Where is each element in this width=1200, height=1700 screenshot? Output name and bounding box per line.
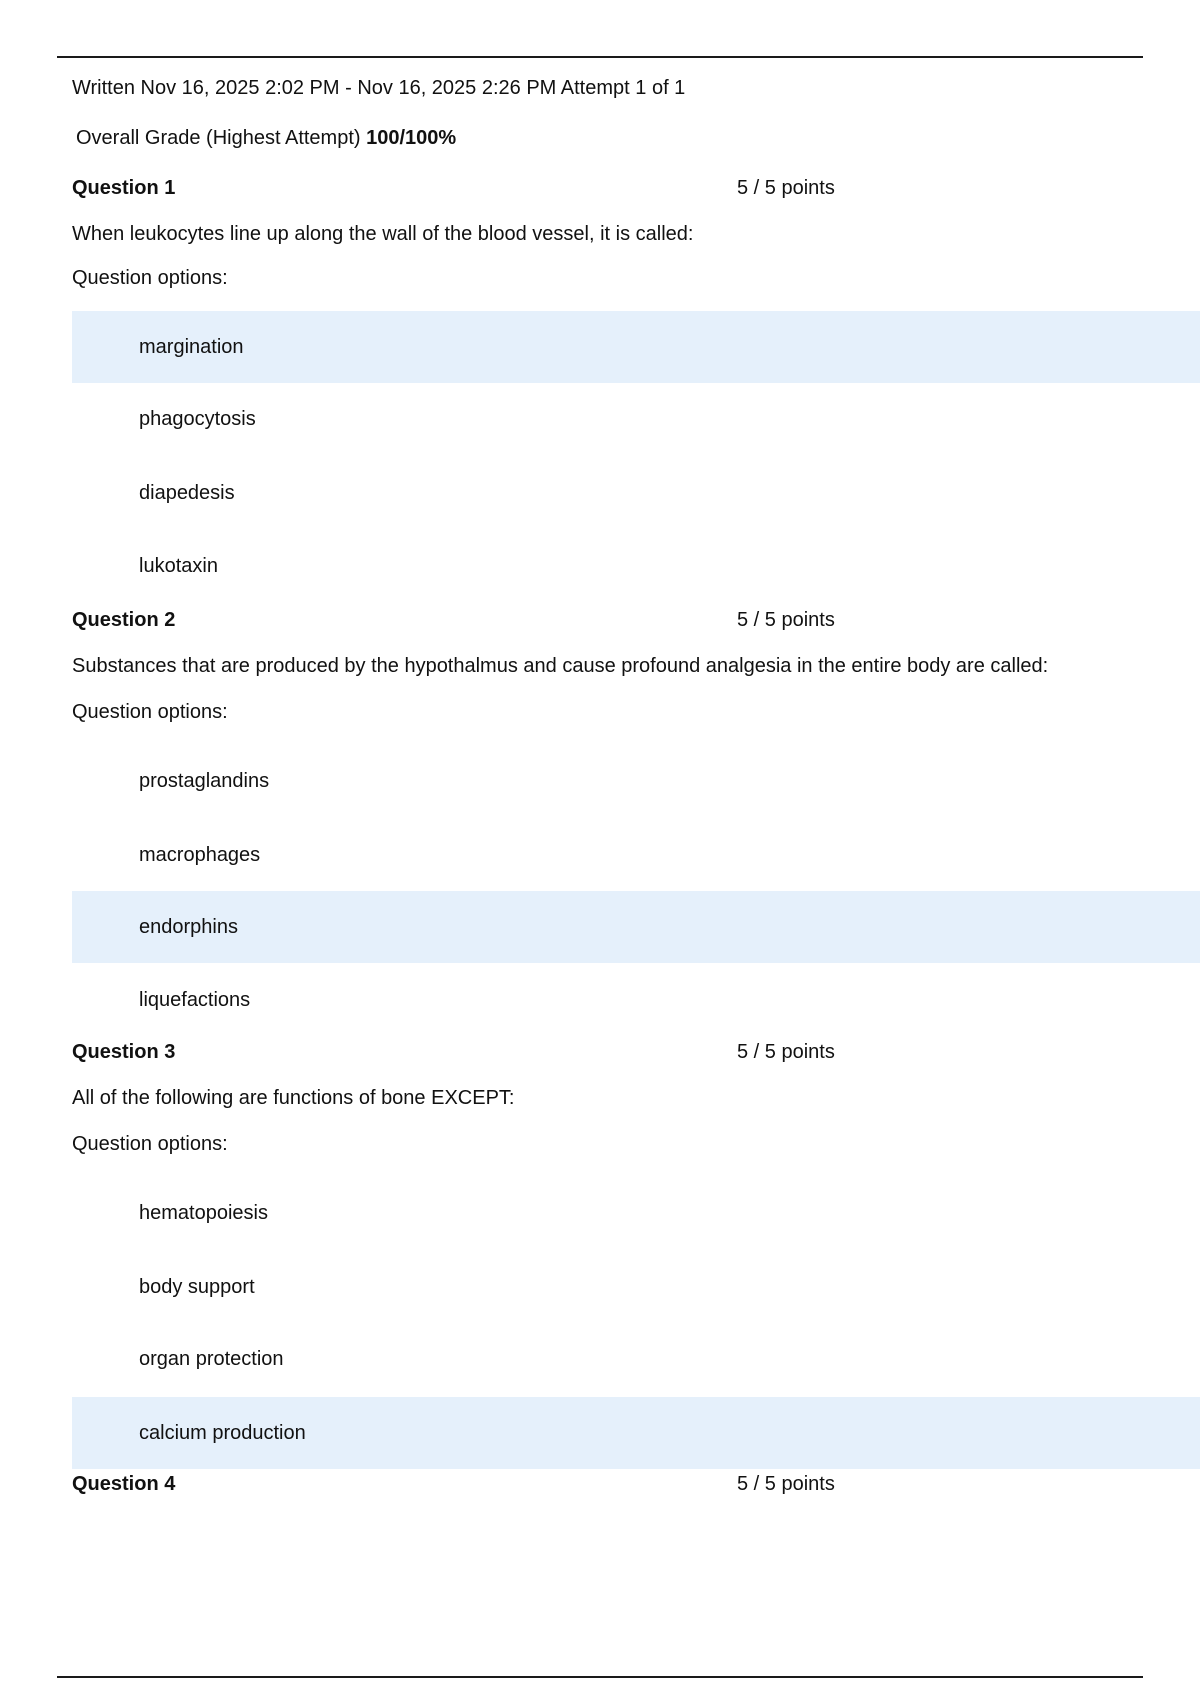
- option-label: prostaglandins: [139, 770, 270, 792]
- question-2-options-label: Question options:: [72, 701, 228, 723]
- question-points: 5 / 5 points: [737, 1041, 835, 1063]
- bottom-rule: [57, 1676, 1143, 1678]
- question-2-header: [72, 606, 1072, 634]
- option-label: hematopoiesis: [139, 1202, 268, 1224]
- attempt-info: Written Nov 16, 2025 2:02 PM - Nov 16, 2025 2:26 PM Attempt 1 of 1: [72, 77, 686, 99]
- question-1-header: [72, 174, 1072, 202]
- option-label: calcium production: [139, 1422, 306, 1444]
- question-3-option-1[interactable]: [72, 1177, 1200, 1249]
- question-1-option-3[interactable]: [72, 457, 1200, 529]
- option-label: phagocytosis: [139, 408, 256, 430]
- option-label: liquefactions: [139, 989, 251, 1011]
- question-points: 5 / 5 points: [737, 609, 835, 631]
- question-2-option-2[interactable]: [72, 819, 1200, 891]
- overall-grade: [76, 124, 456, 152]
- option-label: diapedesis: [139, 482, 235, 504]
- question-2-text: Substances that are produced by the hypothalmus and cause profound analgesia in the entire body are called:: [72, 655, 1049, 677]
- option-label: organ protection: [139, 1348, 284, 1370]
- question-3-option-4[interactable]: [72, 1397, 1200, 1469]
- question-1-option-1[interactable]: [72, 311, 1200, 383]
- grade-label: Overall Grade (Highest Attempt): [76, 127, 361, 149]
- question-3-header: [72, 1038, 1072, 1066]
- question-points: 5 / 5 points: [737, 1473, 835, 1495]
- option-label: macrophages: [139, 844, 261, 866]
- question-2-option-3[interactable]: [72, 891, 1200, 963]
- grade-value: 100/100%: [366, 127, 457, 149]
- question-title: Question 3: [72, 1041, 176, 1063]
- option-label: body support: [139, 1276, 255, 1298]
- question-title: Question 2: [72, 609, 176, 631]
- question-2-option-1[interactable]: [72, 745, 1200, 817]
- option-label: margination: [139, 336, 244, 358]
- question-4-header: [72, 1470, 1072, 1498]
- question-1-text: When leukocytes line up along the wall of the blood vessel, it is called:: [72, 223, 694, 245]
- question-points: 5 / 5 points: [737, 177, 835, 199]
- question-title: Question 1: [72, 177, 176, 199]
- question-3-options-label: Question options:: [72, 1133, 228, 1155]
- question-3-option-3[interactable]: [72, 1323, 1200, 1395]
- question-1-options-label: Question options:: [72, 267, 228, 289]
- top-rule: [57, 56, 1143, 58]
- option-label: lukotaxin: [139, 555, 218, 577]
- question-1-option-4[interactable]: [72, 530, 1200, 602]
- question-title: Question 4: [72, 1473, 176, 1495]
- question-2-option-4[interactable]: [72, 964, 1200, 1036]
- question-1-option-2[interactable]: [72, 383, 1200, 455]
- question-3-text: All of the following are functions of bone EXCEPT:: [72, 1087, 515, 1109]
- option-label: endorphins: [139, 916, 238, 938]
- question-3-option-2[interactable]: [72, 1251, 1200, 1323]
